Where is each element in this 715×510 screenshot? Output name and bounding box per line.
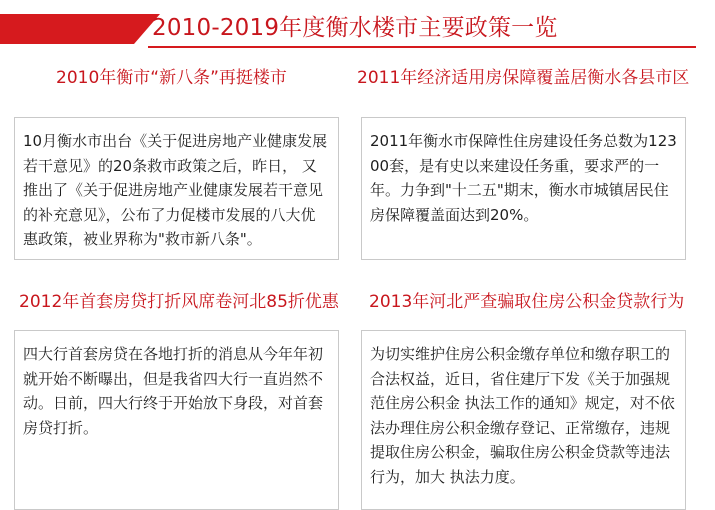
section-title-2011: 2011年经济适用房保障覆盖居衡水各县市区	[357, 68, 690, 88]
title-divider	[148, 46, 696, 48]
policy-card-2012	[14, 330, 339, 510]
policy-text-2012: 四大行首套房贷在各地打折的消息从今年年初就开始不断曝出，但是我省四大行一直岿然不动。日前，四大行终于开始放下身段，对首套房贷打折。	[23, 345, 324, 437]
section-title-2010: 2010年衡市“新八条”再挺楼市	[56, 68, 287, 88]
page-title: 2010-2019年度衡水楼市主要政策一览	[152, 15, 558, 41]
policy-text-2010: 10月衡水市出台《关于促进房地产业健康发展若干意见》的20条救市政策之后，昨日， 又推出了《关于促进房地产业健康发展若干意见的补充意见》，公布了力促楼市发展的八大优惠政策，被业界称为"救市新八条"。	[23, 132, 328, 248]
policy-card-2010	[14, 117, 339, 260]
section-title-2012: 2012年首套房贷打折风席卷河北85折优惠	[19, 292, 339, 312]
header-accent-bar	[0, 14, 134, 44]
section-title-2013: 2013年河北严查骗取住房公积金贷款行为	[369, 292, 685, 312]
policy-card-2011	[361, 117, 686, 260]
policy-text-2013: 为切实维护住房公积金缴存单位和缴存职工的合法权益，近日，省住建厅下发《关于加强规范住房公积金 执法工作的通知》规定，对不依法办理住房公积金缴存登记、正常缴存，违规提取住房公积金，骗取住房公积金贷款等违法行为，加大 执法力度。	[370, 345, 675, 486]
policy-card-2013	[361, 330, 686, 510]
policy-text-2011: 2011年衡水市保障性住房建设任务总数为12300套，是有史以来建设任务重，要求严的一年。力争到"十二五"期末，衡水市城镇居民住房保障覆盖面达到20%。	[370, 132, 677, 224]
